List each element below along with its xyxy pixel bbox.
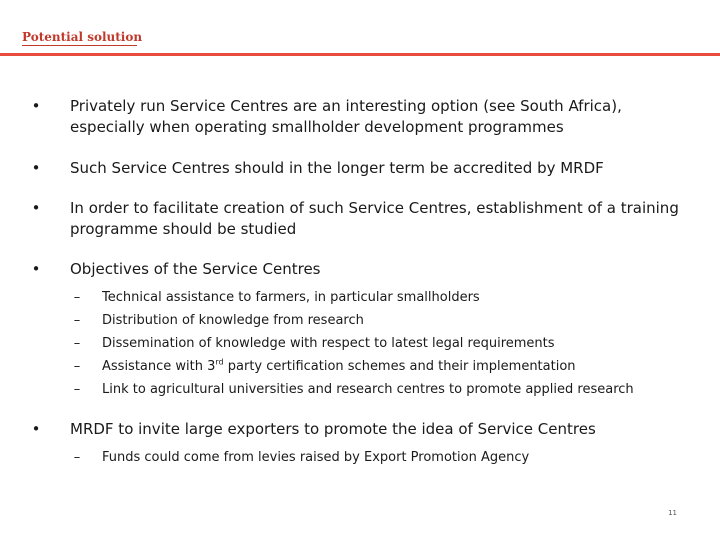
dash-marker: –	[73, 336, 81, 351]
bullet-marker: •	[31, 420, 41, 438]
bullet-item	[30, 96, 690, 138]
slide-title: Potential solution	[22, 30, 143, 44]
sub-item	[70, 332, 690, 355]
sub-item-text: Technical assistance to farmers, in particular smallholders	[102, 290, 480, 305]
sub-item-text: Distribution of knowledge from research	[102, 313, 364, 328]
sub-item	[70, 446, 690, 469]
page-number: 11	[668, 509, 677, 517]
bullet-text: Such Service Centres should in the longer term be accredited by MRDF	[70, 159, 604, 177]
sub-item-text-post: party certification schemes and their implementation	[223, 359, 576, 374]
bullet-text: Objectives of the Service Centres	[70, 260, 321, 278]
bullet-marker: •	[31, 159, 41, 177]
dash-marker: –	[73, 450, 81, 465]
sub-item-text: Dissemination of knowledge with respect to latest legal requirements	[102, 336, 555, 351]
bullet-marker: •	[31, 97, 41, 115]
bullet-item	[30, 158, 690, 179]
sub-list	[70, 446, 690, 469]
bullet-marker: •	[31, 199, 41, 217]
sub-list	[70, 286, 690, 401]
title-underline	[22, 45, 137, 46]
sub-item-text: Funds could come from levies raised by Export Promotion Agency	[102, 450, 530, 465]
ordinal-superscript: rd	[215, 357, 224, 367]
bullet-item	[30, 419, 690, 469]
bullet-item	[30, 259, 690, 401]
sub-item-text-pre: Assistance with 3	[102, 359, 216, 374]
dash-marker: –	[73, 382, 81, 397]
sub-item	[70, 355, 690, 378]
dash-marker: –	[73, 313, 81, 328]
bullet-text: In order to facilitate creation of such Service Centres, establishment of a training programme should be studied	[70, 199, 679, 238]
header-divider	[0, 53, 720, 56]
dash-marker: –	[73, 359, 81, 374]
bullet-list	[30, 96, 690, 469]
dash-marker: –	[73, 290, 81, 305]
bullet-item	[30, 198, 690, 240]
sub-item-text	[102, 359, 576, 374]
sub-item	[70, 286, 690, 309]
bullet-text: MRDF to invite large exporters to promote the idea of Service Centres	[70, 420, 596, 438]
sub-item	[70, 309, 690, 332]
bullet-text: Privately run Service Centres are an interesting option (see South Africa), especially when operating smallholder development programmes	[70, 97, 622, 136]
sub-item-text: Link to agricultural universities and research centres to promote applied research	[102, 382, 634, 397]
sub-item	[70, 378, 690, 401]
bullet-marker: •	[31, 260, 41, 278]
